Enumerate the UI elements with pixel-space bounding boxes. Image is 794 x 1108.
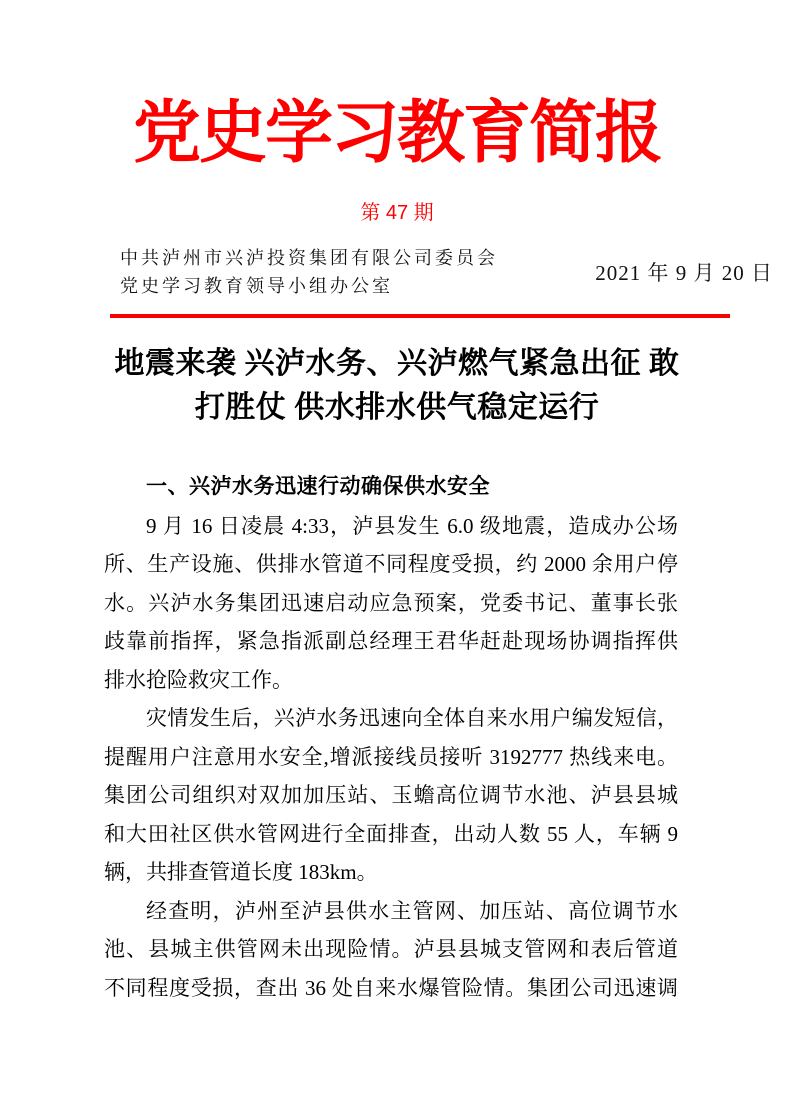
- body-line: 辆，共排查管道长度 183km。: [104, 860, 378, 884]
- headline-line-1: 地震来袭 兴泸水务、兴泸燃气紧急出征 敢: [114, 347, 680, 380]
- issue-number: 第 47 期: [360, 202, 434, 224]
- issuer-line-1: 中共泸州市兴泸投资集团有限公司委员会: [120, 248, 498, 268]
- body-line: 不同程度受损，查出 36 处自来水爆管险情。集团公司迅速调: [104, 975, 678, 1000]
- body-line: 提醒用户注意用水安全,增派接线员接听 3192777 热线来电。: [104, 744, 678, 769]
- issuer-line-2: 党史学习教育领导小组办公室: [120, 276, 393, 296]
- article-body: [104, 468, 678, 1007]
- section-heading: 一、兴泸水务迅速行动确保供水安全: [146, 475, 490, 498]
- body-line: 经查明，泸州至泸县供水主管网、加压站、高位调节水: [146, 898, 678, 923]
- issuer-block: [120, 244, 498, 300]
- masthead-meta-row: [0, 244, 794, 302]
- body-line: 集团公司组织对双加加压站、玉蟾高位调节水池、泸县县城: [104, 783, 678, 807]
- body-line: 排水抢险救灾工作。: [104, 667, 293, 692]
- article-headline: [0, 342, 794, 430]
- issue-date: 2021 年 9 月 20 日: [595, 261, 773, 285]
- body-line: 歧靠前指挥，紧急指派副总经理王君华赶赴现场协调指挥供: [104, 629, 678, 653]
- body-line: 灾情发生后，兴泸水务迅速向全体自来水用户编发短信，: [146, 706, 678, 730]
- body-line: 水。兴泸水务集团迅速启动应急预案，党委书记、董事长张: [104, 590, 678, 615]
- red-divider-rule: [110, 314, 730, 318]
- body-line: 池、县城主供管网未出现险情。泸县县城支管网和表后管道: [104, 937, 678, 961]
- body-line: 9 月 16 日凌晨 4:33，泸县发生 6.0 级地震，造成办公场: [146, 513, 678, 538]
- headline-line-2: 打胜仗 供水排水供气稳定运行: [194, 391, 600, 424]
- body-line: 所、生产设施、供排水管道不同程度受损，约 2000 余用户停: [104, 552, 678, 576]
- body-line: 和大田社区供水管网进行全面排查，出动人数 55 人，车辆 9: [104, 821, 678, 846]
- masthead-title: 党史学习教育简报: [132, 95, 661, 171]
